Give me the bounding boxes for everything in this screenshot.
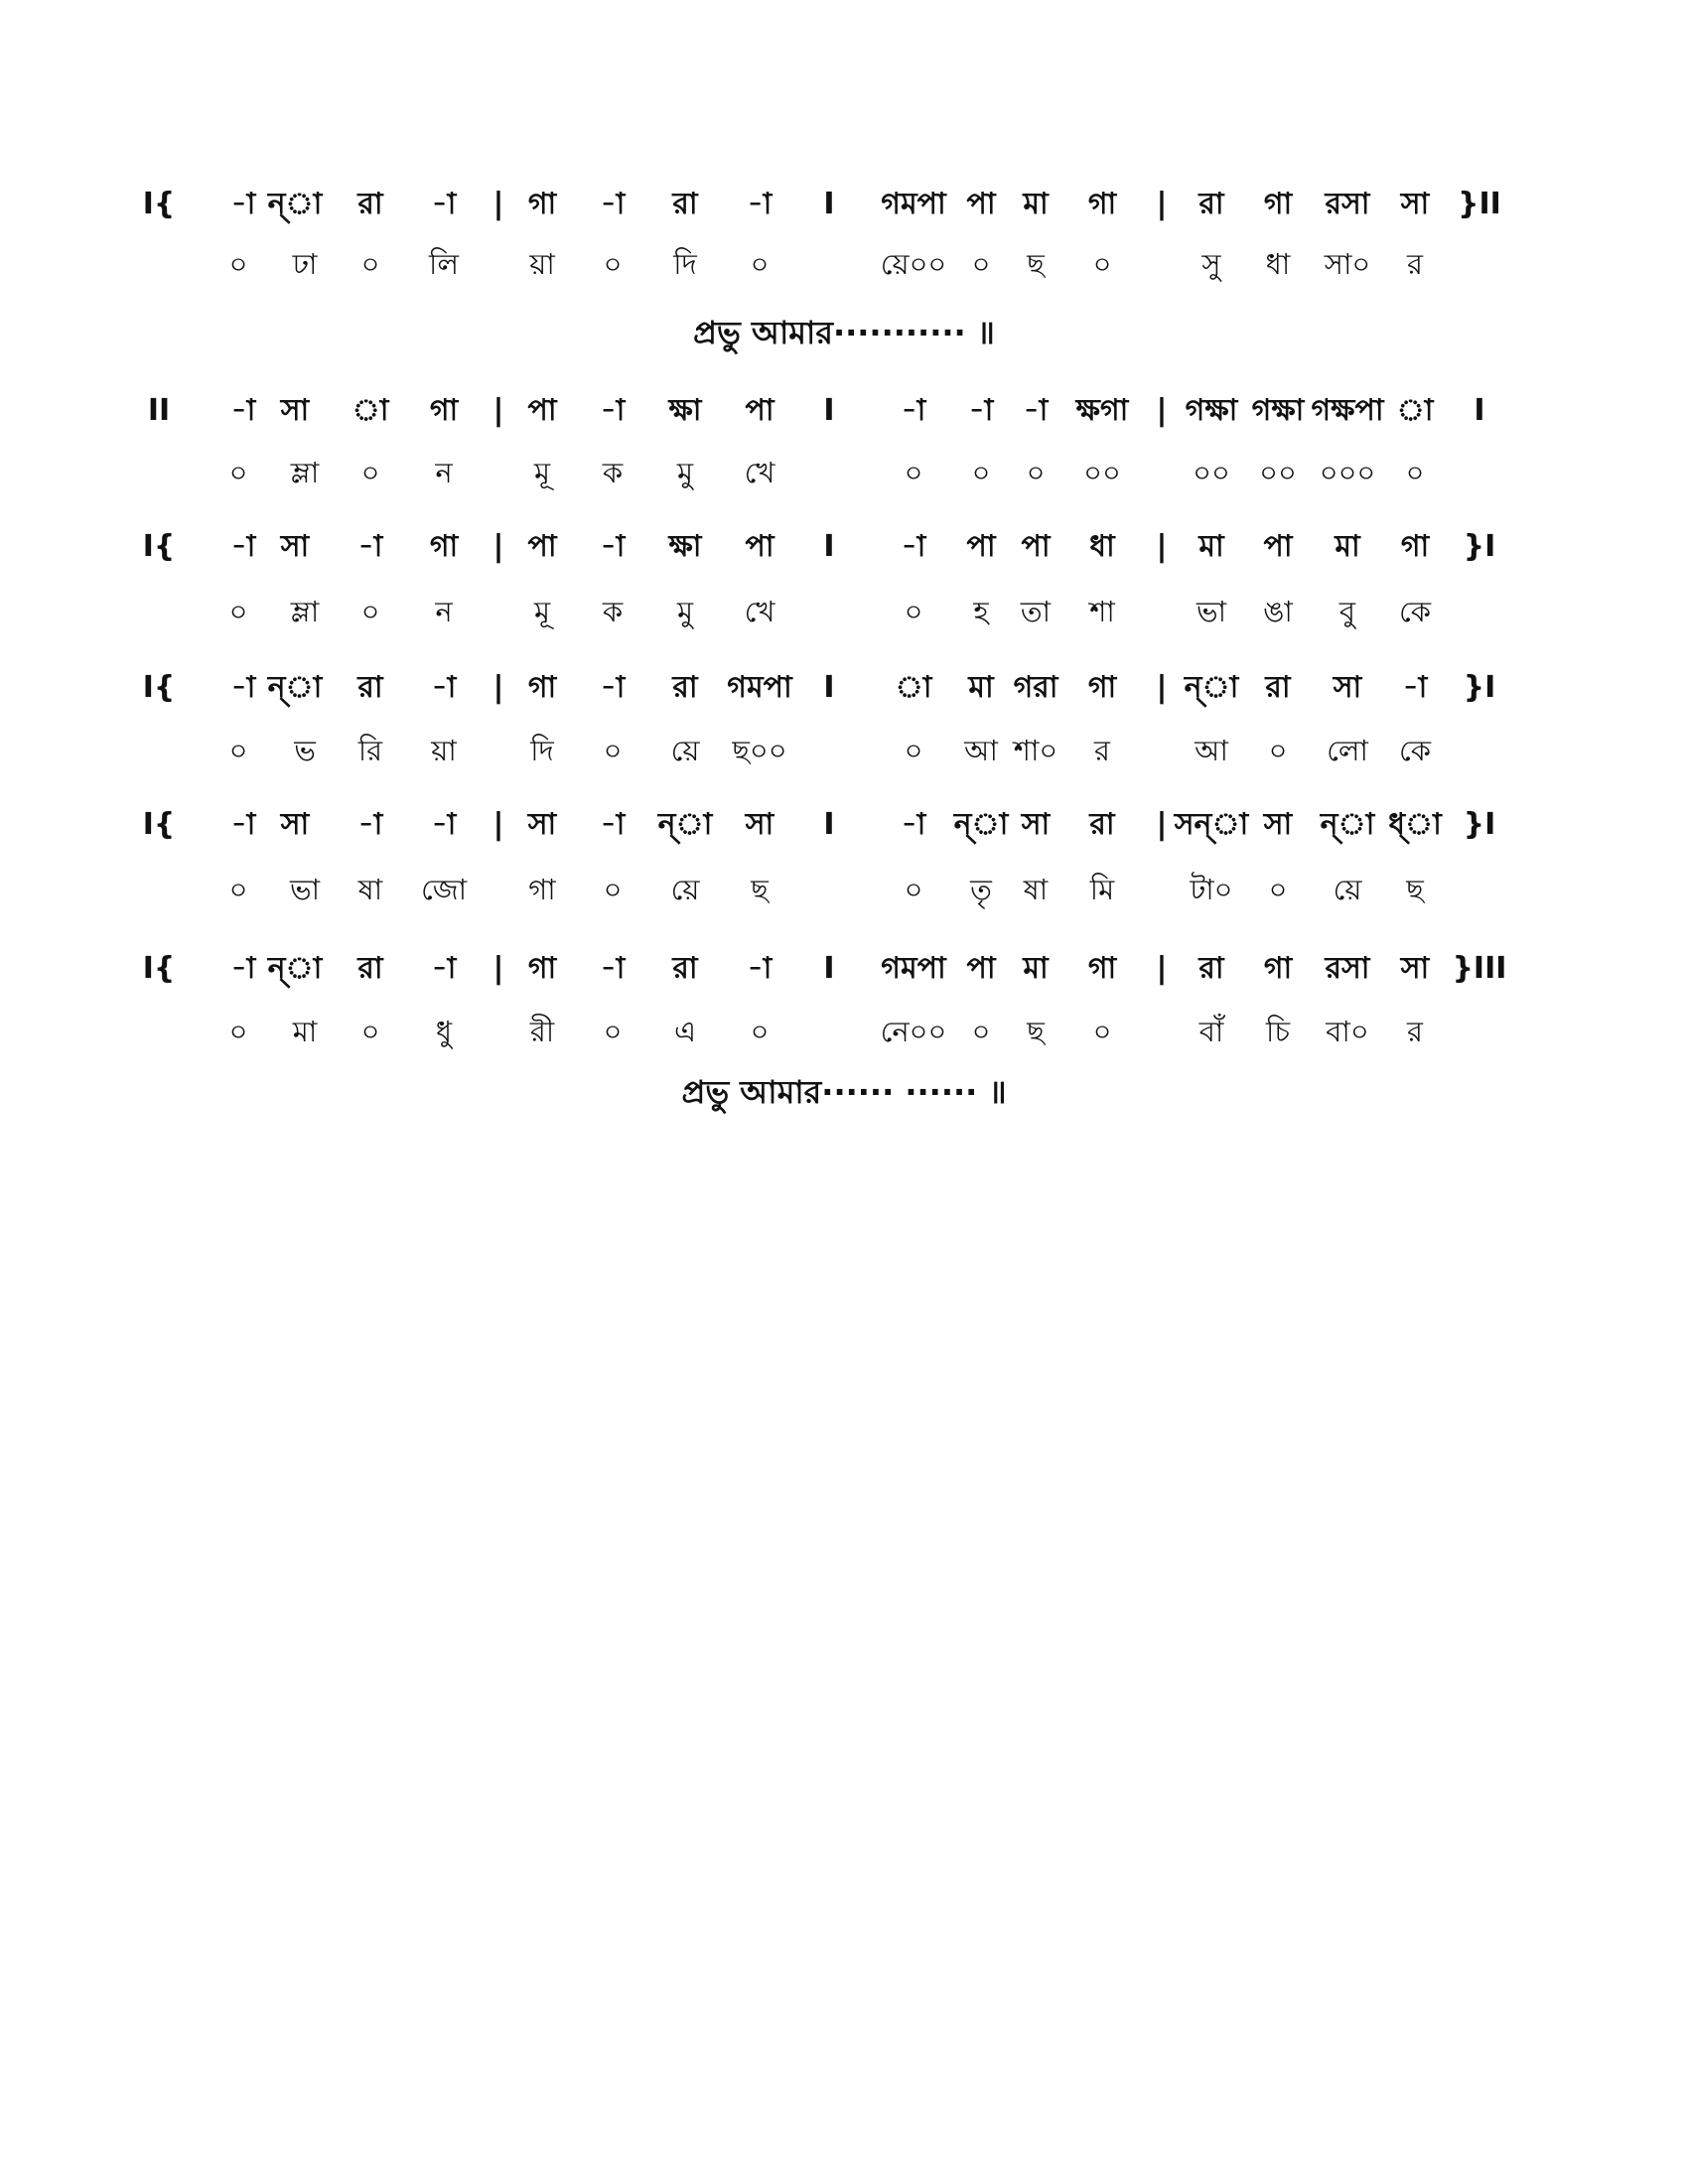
lyric-syllable: গা	[528, 873, 556, 906]
note-symbol: া	[352, 393, 389, 428]
note-symbol: গা	[1263, 187, 1293, 221]
notation-line-4	[0, 662, 1688, 714]
note-symbol: |	[1156, 393, 1168, 428]
note-symbol: পা	[527, 393, 557, 428]
lyric-syllable: য়া	[529, 247, 555, 281]
note-symbol: I{	[142, 807, 176, 842]
note-symbol: ন্া	[1320, 807, 1375, 842]
lyric-syllable: মু	[676, 456, 694, 489]
notation-line-2	[0, 385, 1688, 437]
note-symbol: ন্া	[267, 670, 323, 705]
note-symbol: পা	[745, 529, 774, 564]
lyric-syllable: য়া	[431, 734, 457, 767]
lyric-syllable: আ	[964, 734, 998, 767]
lyric-syllable: ০	[228, 873, 248, 906]
lyric-syllable: ০	[228, 247, 248, 281]
lyric-syllable: বাঁ	[1198, 1015, 1224, 1048]
note-symbol: I{	[142, 529, 176, 564]
note-symbol: ন্া	[657, 807, 713, 842]
lyric-syllable: ন	[435, 595, 453, 628]
note-symbol: মা	[1023, 187, 1049, 221]
note-symbol: -া	[230, 951, 256, 986]
note-symbol: গক্ষা	[1251, 393, 1305, 428]
note-symbol: পা	[1263, 529, 1293, 564]
lyric-syllable: ০	[360, 247, 380, 281]
lyric-syllable: ০০	[1193, 456, 1230, 489]
lyric-syllable: নে০০	[880, 1015, 947, 1048]
note-symbol: I	[823, 187, 835, 221]
lyric-syllable: ধু	[435, 1015, 453, 1048]
lyric-syllable: য়ে	[670, 734, 700, 767]
note-symbol: মা	[1335, 529, 1360, 564]
note-symbol: }I	[1463, 529, 1496, 564]
note-symbol: ন্া	[1184, 670, 1239, 705]
note-symbol: সা	[280, 807, 310, 842]
note-symbol: পা	[745, 393, 774, 428]
lyric-syllable: ভা	[1196, 595, 1227, 628]
lyric-syllable: ০	[603, 873, 623, 906]
note-symbol: ধ্া	[1388, 807, 1442, 842]
lyric-syllable: ০	[360, 456, 380, 489]
lyric-syllable: ০	[904, 734, 923, 767]
note-symbol: গক্ষপা	[1311, 393, 1384, 428]
notation-line-6	[0, 943, 1688, 995]
note-symbol: }II	[1458, 187, 1501, 221]
lyric-syllable: ০	[1092, 247, 1112, 281]
note-symbol: -া	[968, 393, 994, 428]
note-symbol: ন্া	[953, 807, 1009, 842]
note-symbol: গা	[1087, 951, 1117, 986]
note-symbol: সা	[1021, 807, 1051, 842]
note-symbol: রা	[672, 187, 698, 221]
note-symbol: রসা	[1325, 187, 1370, 221]
note-symbol: গা	[429, 529, 459, 564]
note-symbol: I{	[142, 670, 176, 705]
lyric-syllable: আ	[1195, 734, 1228, 767]
note-symbol: -া	[431, 951, 457, 986]
lyric-syllable: তৃ	[970, 873, 992, 906]
note-symbol: I	[823, 529, 835, 564]
note-symbol: -া	[431, 807, 457, 842]
note-symbol: ক্ষগা	[1075, 393, 1129, 428]
lyric-syllable: রী	[529, 1015, 555, 1048]
note-symbol: }III	[1452, 951, 1507, 986]
refrain-2: প্রভু আমার······ ······ ॥	[681, 1073, 1007, 1111]
note-symbol: I{	[142, 187, 176, 221]
lyric-syllable: ০	[1026, 456, 1046, 489]
lyric-syllable: চি	[1266, 1015, 1290, 1048]
note-symbol: -া	[600, 670, 626, 705]
note-symbol: }I	[1463, 807, 1496, 842]
note-symbol: -া	[230, 529, 256, 564]
lyric-syllable: ০	[904, 595, 923, 628]
note-symbol: সা	[1333, 670, 1362, 705]
lyrics-line-5	[0, 864, 1688, 915]
lyric-syllable: দি	[673, 247, 697, 281]
note-symbol: I	[823, 393, 835, 428]
note-symbol: পা	[966, 951, 996, 986]
lyric-syllable: মি	[1089, 873, 1115, 906]
lyric-syllable: ০	[228, 595, 248, 628]
note-symbol: সা	[745, 807, 774, 842]
lyric-syllable: ভ	[294, 734, 316, 767]
note-symbol: সা	[1263, 807, 1293, 842]
note-symbol: ধা	[1089, 529, 1115, 564]
note-symbol: রা	[672, 670, 698, 705]
lyric-syllable: কে	[1398, 734, 1432, 767]
note-symbol: গা	[1087, 670, 1117, 705]
lyric-syllable: ছ০০	[732, 734, 787, 767]
lyric-syllable: ০	[971, 456, 991, 489]
note-symbol: -া	[230, 670, 256, 705]
note-symbol: সা	[280, 393, 310, 428]
notation-line-1	[0, 179, 1688, 230]
note-symbol: -া	[357, 529, 383, 564]
note-symbol: I	[823, 807, 835, 842]
lyric-syllable: ঢা	[292, 247, 318, 281]
lyric-syllable: ০	[228, 456, 248, 489]
note-symbol: মা	[1023, 951, 1049, 986]
lyric-syllable: ০০০	[1319, 456, 1376, 489]
lyric-syllable: ছ	[1406, 873, 1424, 906]
note-symbol: গা	[1087, 187, 1117, 221]
note-symbol: গক্ষা	[1185, 393, 1238, 428]
note-symbol: া	[895, 670, 932, 705]
note-symbol: |	[492, 670, 504, 705]
note-symbol: রা	[1265, 670, 1291, 705]
lyric-syllable: ০	[971, 247, 991, 281]
lyric-syllable: মূ	[533, 595, 551, 628]
note-symbol: রা	[672, 951, 698, 986]
note-symbol: া	[1396, 393, 1434, 428]
lyric-syllable: ক	[602, 595, 624, 628]
note-symbol: II	[147, 393, 171, 428]
lyric-syllable: ০	[750, 1015, 770, 1048]
note-symbol: -া	[600, 529, 626, 564]
lyric-syllable: ০	[1268, 734, 1288, 767]
note-symbol: রা	[1089, 807, 1115, 842]
note-symbol: |	[492, 807, 504, 842]
note-symbol: -া	[901, 807, 926, 842]
note-symbol: -া	[230, 393, 256, 428]
lyric-syllable: হ	[973, 595, 989, 628]
lyric-syllable: শা	[1089, 595, 1115, 628]
lyrics-line-1	[0, 238, 1688, 290]
note-symbol: I	[823, 951, 835, 986]
lyric-syllable: রি	[357, 734, 383, 767]
note-symbol: -া	[747, 951, 773, 986]
note-symbol: -া	[230, 187, 256, 221]
note-symbol: গমপা	[727, 670, 792, 705]
note-symbol: গা	[527, 670, 557, 705]
lyric-syllable: ০০	[1259, 456, 1297, 489]
lyric-syllable: ভা	[289, 873, 321, 906]
refrain-1: প্রভু আমার··········· ॥	[693, 314, 995, 351]
note-symbol: -া	[600, 187, 626, 221]
lyric-syllable: ০	[971, 1015, 991, 1048]
lyric-syllable: ছ	[1027, 247, 1045, 281]
lyrics-line-3	[0, 586, 1688, 637]
lyric-syllable: ০	[1405, 456, 1425, 489]
lyric-syllable: র	[1094, 734, 1110, 767]
note-symbol: রসা	[1325, 951, 1370, 986]
lyric-syllable: সা০	[1324, 247, 1371, 281]
lyric-syllable: দি	[530, 734, 554, 767]
note-symbol: |	[1156, 529, 1168, 564]
note-symbol: -া	[230, 807, 256, 842]
lyric-syllable: য়ে	[1333, 873, 1362, 906]
note-symbol: |	[1156, 187, 1168, 221]
note-symbol: }I	[1463, 670, 1496, 705]
note-symbol: ন্া	[267, 951, 323, 986]
lyric-syllable: র	[1407, 247, 1423, 281]
lyric-syllable: ০	[603, 247, 623, 281]
note-symbol: |	[492, 951, 504, 986]
note-symbol: -া	[1023, 393, 1049, 428]
lyric-syllable: ০	[904, 456, 923, 489]
note-symbol: সা	[527, 807, 557, 842]
note-symbol: পা	[1021, 529, 1051, 564]
note-symbol: I	[1474, 393, 1485, 428]
lyric-syllable: মূ	[533, 456, 551, 489]
note-symbol: গা	[1263, 951, 1293, 986]
note-symbol: ক্ষা	[668, 393, 702, 428]
note-symbol: -া	[901, 529, 926, 564]
note-symbol: মা	[968, 670, 994, 705]
lyric-syllable: ছ	[751, 873, 769, 906]
note-symbol: রা	[1198, 951, 1224, 986]
lyric-syllable: ০	[1092, 1015, 1112, 1048]
lyric-syllable: বা০	[1326, 1015, 1369, 1048]
lyric-syllable: ষা	[1023, 873, 1049, 906]
note-symbol: -া	[1402, 670, 1428, 705]
lyric-syllable: ০	[360, 1015, 380, 1048]
note-symbol: I	[823, 670, 835, 705]
lyric-syllable: ০	[1268, 873, 1288, 906]
lyric-syllable: ০	[904, 873, 923, 906]
lyric-syllable: মু	[676, 595, 694, 628]
note-symbol: পা	[527, 529, 557, 564]
lyric-syllable: টা০	[1190, 873, 1233, 906]
lyric-syllable: ০	[603, 734, 623, 767]
note-symbol: সন্া	[1174, 807, 1249, 842]
note-symbol: পা	[966, 529, 996, 564]
lyric-syllable: ০	[603, 1015, 623, 1048]
note-symbol: গা	[1400, 529, 1430, 564]
note-symbol: গরা	[1013, 670, 1058, 705]
lyric-syllable: ম্লা	[290, 456, 320, 489]
note-symbol: -া	[901, 393, 926, 428]
note-symbol: গা	[527, 187, 557, 221]
lyric-syllable: কে	[1398, 595, 1432, 628]
note-symbol: |	[492, 393, 504, 428]
note-symbol: সা	[1400, 187, 1430, 221]
note-symbol: সা	[1400, 951, 1430, 986]
lyric-syllable: ০	[750, 247, 770, 281]
note-symbol: -া	[431, 187, 457, 221]
note-symbol: ন্া	[267, 187, 323, 221]
lyric-syllable: ধা	[1265, 247, 1291, 281]
note-symbol: |	[1156, 807, 1168, 842]
lyric-syllable: এ	[673, 1015, 697, 1048]
lyric-syllable: ছ	[1027, 1015, 1045, 1048]
note-symbol: -া	[357, 807, 383, 842]
lyric-syllable: ম্লা	[290, 595, 320, 628]
notation-line-3	[0, 521, 1688, 573]
note-symbol: ক্ষা	[668, 529, 702, 564]
lyric-syllable: য়ে	[670, 873, 700, 906]
notation-line-5	[0, 799, 1688, 851]
note-symbol: সা	[280, 529, 310, 564]
note-symbol: |	[1156, 951, 1168, 986]
note-symbol: পা	[966, 187, 996, 221]
lyric-syllable: শা০	[1013, 734, 1058, 767]
lyric-syllable: সু	[1201, 247, 1221, 281]
note-symbol: রা	[357, 951, 383, 986]
note-symbol: -া	[600, 807, 626, 842]
lyric-syllable: ০	[360, 595, 380, 628]
note-symbol: রা	[357, 187, 383, 221]
lyric-syllable: ০	[228, 734, 248, 767]
note-symbol: গা	[429, 393, 459, 428]
note-symbol: -া	[600, 393, 626, 428]
lyric-syllable: খে	[744, 456, 775, 489]
lyrics-line-6	[0, 1006, 1688, 1057]
lyric-syllable: ন	[435, 456, 453, 489]
note-symbol: -া	[431, 670, 457, 705]
note-symbol: |	[492, 187, 504, 221]
lyric-syllable: তা	[1020, 595, 1052, 628]
lyric-syllable: ষা	[357, 873, 383, 906]
lyric-syllable: লি	[429, 247, 459, 281]
lyrics-line-2	[0, 447, 1688, 498]
lyric-syllable: ০	[228, 1015, 248, 1048]
note-symbol: রা	[357, 670, 383, 705]
lyric-syllable: লো	[1327, 734, 1368, 767]
note-symbol: গমপা	[881, 187, 946, 221]
note-symbol: -া	[600, 951, 626, 986]
lyric-syllable: য়ে০০	[880, 247, 947, 281]
note-symbol: I{	[142, 951, 176, 986]
lyric-syllable: মা	[292, 1015, 318, 1048]
lyric-syllable: জো	[420, 873, 468, 906]
lyric-syllable: খে	[744, 595, 775, 628]
note-symbol: -া	[747, 187, 773, 221]
note-symbol: মা	[1198, 529, 1224, 564]
lyric-syllable: ক	[602, 456, 624, 489]
note-symbol: |	[1156, 670, 1168, 705]
lyric-syllable: র	[1407, 1015, 1423, 1048]
note-symbol: |	[492, 529, 504, 564]
lyrics-line-4	[0, 725, 1688, 776]
lyric-syllable: ০০	[1083, 456, 1121, 489]
lyric-syllable: বু	[1338, 595, 1356, 628]
note-symbol: রা	[1198, 187, 1224, 221]
note-symbol: গা	[527, 951, 557, 986]
lyric-syllable: ঙা	[1263, 595, 1293, 628]
note-symbol: গমপা	[881, 951, 946, 986]
